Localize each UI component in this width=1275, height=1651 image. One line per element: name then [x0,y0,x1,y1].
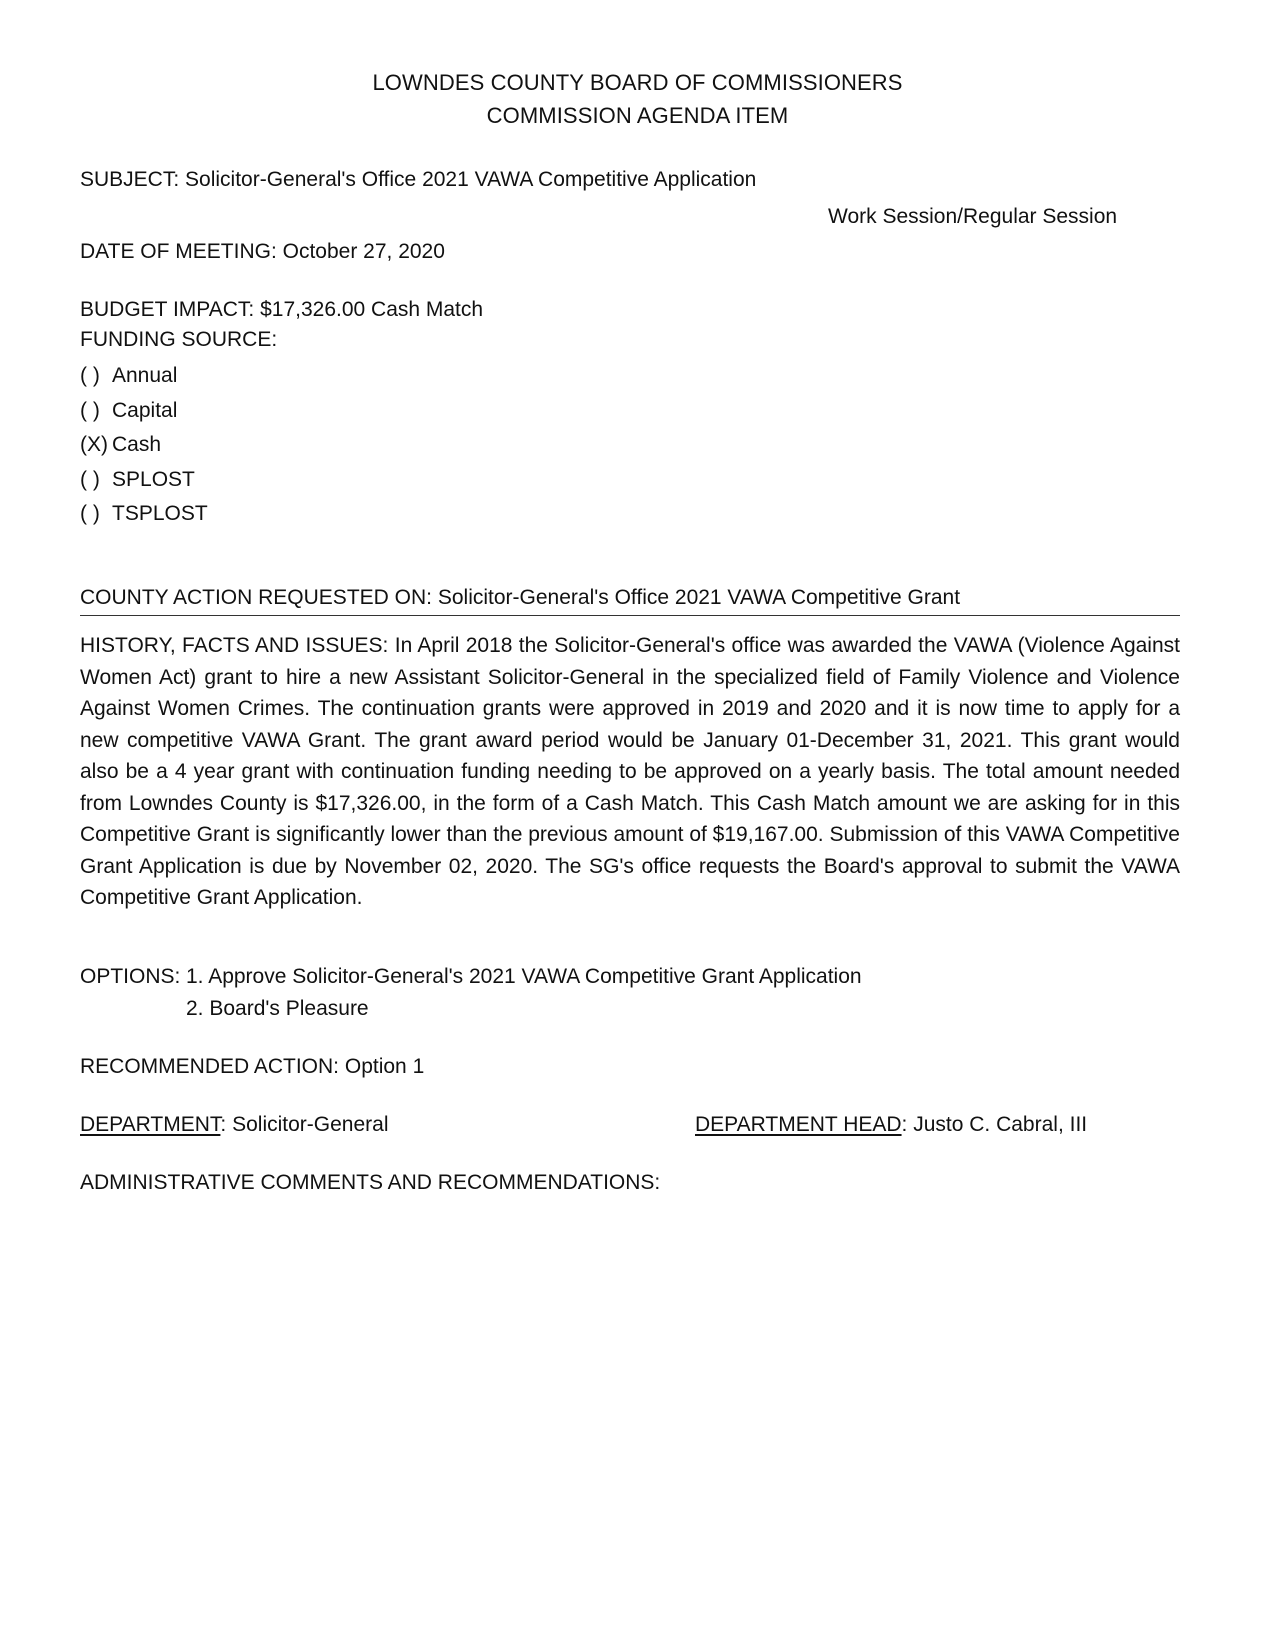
subject-value: Solicitor-General's Office 2021 VAWA Competitive Application [185,168,757,191]
options-line [80,965,862,989]
funding-option-annual [80,364,208,399]
funding-option-label: Capital [112,398,178,422]
county-action-label: COUNTY ACTION REQUESTED ON: [80,586,432,609]
subject-line [80,168,756,192]
option-1: 1. Approve Solicitor-General's 2021 VAWA Competitive Grant Application [186,965,862,988]
funding-option-tsplost [80,502,208,537]
funding-option-label: SPLOST [112,467,195,491]
section-divider [80,615,1180,616]
funding-source-label: FUNDING SOURCE: [80,328,278,351]
department-head-line [695,1113,1087,1137]
checkbox-mark: ( ) [80,364,100,387]
history-text: In April 2018 the Solicitor-General's office was awarded the VAWA (Violence Against Women Act) grant to hire a new Assistant Solicitor-General in the specialized field of Family Violence and Violence Against Women Crimes. The continuation grants were approved in 2019 and 2020 and it is now time to apply for a new competitive VAWA Grant. The grant award period would be January 01-December 31, 2021. This grant would also be a 4 year grant with continuation funding needing to be approved on a yearly basis. The total amount needed from Lowndes County is $17,326.00, in the form of a Cash Match. This Cash Match amount we are asking for in this Competitive Grant is significantly lower than the previous amount of $19,167.00. Submission of this VAWA Competitive Grant Application is due by November 02, 2020. The SG's office requests the Board's approval to submit the VAWA Competitive Grant Application. [80,634,1180,909]
meeting-date-label: DATE OF MEETING: [80,240,277,263]
options-label: OPTIONS: [80,965,181,988]
funding-option-label: Annual [112,364,178,387]
department-label: DEPARTMENT [80,1113,221,1136]
funding-option-label: Cash [112,433,162,456]
option-2: 2. Board's Pleasure [186,997,369,1020]
document-title: LOWNDES COUNTY BOARD OF COMMISSIONERS [372,70,903,95]
checkbox-mark: ( ) [80,398,100,422]
document-subtitle: COMMISSION AGENDA ITEM [486,103,789,128]
funding-option-capital [80,399,208,434]
checkbox-mark: (X) [80,433,108,456]
county-action-line [80,586,960,610]
budget-impact-label: BUDGET IMPACT: [80,298,255,321]
county-action-value: Solicitor-General's Office 2021 VAWA Competitive Grant [437,586,961,609]
recommended-action-label: RECOMMENDED ACTION: [80,1055,340,1078]
recommended-action-line [80,1055,424,1079]
funding-option-cash [80,433,208,468]
department-value: : Solicitor-General [220,1113,389,1136]
meeting-date-line [80,240,445,264]
history-label: HISTORY, FACTS AND ISSUES: [80,634,389,657]
funding-option-splost [80,468,208,503]
checkbox-mark: ( ) [80,467,100,491]
budget-impact-value: $17,326.00 Cash Match [260,298,484,321]
subject-label: SUBJECT: [80,168,180,191]
session-type: Work Session/Regular Session [828,205,1118,228]
funding-source-list [80,364,208,537]
history-facts-issues [80,630,1180,914]
budget-impact-line [80,298,483,322]
department-line [80,1113,388,1137]
checkbox-mark: ( ) [80,502,100,525]
department-head-value: : Justo C. Cabral, III [901,1113,1088,1136]
admin-comments-label: ADMINISTRATIVE COMMENTS AND RECOMMENDATIONS: [80,1171,661,1194]
meeting-date-value: October 27, 2020 [282,240,445,263]
funding-option-label: TSPLOST [112,502,208,525]
department-head-label: DEPARTMENT HEAD [695,1113,902,1136]
recommended-action-value: Option 1 [344,1055,425,1078]
